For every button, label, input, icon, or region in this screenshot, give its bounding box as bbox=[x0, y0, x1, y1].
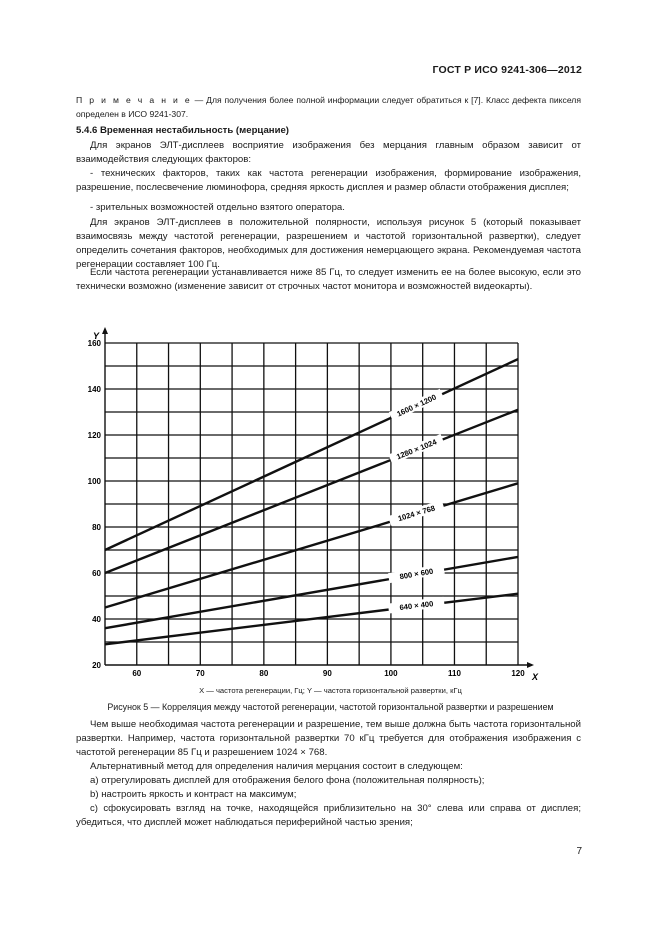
x-tick-label: 70 bbox=[195, 669, 205, 678]
note-block bbox=[76, 94, 581, 121]
y-tick-label: 40 bbox=[92, 615, 101, 624]
series-line bbox=[105, 359, 518, 550]
y-tick-label: 20 bbox=[92, 661, 101, 670]
y-tick-label: 80 bbox=[92, 523, 101, 532]
note-label: П р и м е ч а н и е bbox=[76, 95, 192, 105]
bullet-operator-abilities: - зрительных возможностей отдельно взятого оператора. bbox=[90, 202, 345, 213]
document-header: ГОСТ Р ИСО 9241-306—2012 bbox=[432, 64, 582, 76]
section-heading: 5.4.6 Временная нестабильность (мерцание) bbox=[76, 125, 289, 136]
after-paragraph-2: Альтернативный метод для определения наличия мерцания состоит в следующем: bbox=[90, 761, 463, 772]
series-line bbox=[105, 410, 518, 573]
y-tick-label: 160 bbox=[87, 339, 101, 348]
section-paragraph-2: Для экранов ЭЛТ-дисплеев в положительной полярности, используя рисунок 5 (который показывает взаимосвязь между частотой регенерации, разрешением и частотой горизонтальной развертки), следует определить сочетания факторов, необходимых для достижения немерцающего экрана. Рекомендуемая частота регенерации составляет 100 Гц. bbox=[76, 217, 581, 270]
section-paragraph-3: Если частота регенерации устанавливается ниже 85 Гц, то следует изменить ее на более высокую, если это технически возможно (изменение зависит от строчных частот монитора и возможностей видеокарты). bbox=[76, 267, 581, 292]
y-tick-label: 120 bbox=[87, 431, 101, 440]
y-tick-label: 100 bbox=[87, 477, 101, 486]
x-axis-label: X bbox=[532, 672, 539, 682]
x-tick-label: 110 bbox=[448, 669, 461, 678]
series-line bbox=[105, 483, 518, 607]
refresh-rate-chart bbox=[60, 318, 560, 684]
x-tick-label: 80 bbox=[259, 669, 269, 678]
section-paragraph-1: Для экранов ЭЛТ-дисплеев восприятие изображения без мерцания главным образом зависит от взаимодействия следующих факторов: bbox=[76, 140, 581, 165]
figure-caption: Рисунок 5 — Корреляция между частотой регенерации, частотой горизонтальной развертки и разрешением bbox=[107, 702, 554, 712]
x-tick-label: 120 bbox=[511, 669, 525, 678]
bullet-technical-factors: - технических факторов, таких как частота регенерации изображения, формирование изображения, разрешение, послесвечение люминофора, средняя яркость дисплея и размер области отображения дисплея; bbox=[76, 168, 581, 193]
series-label: 1024 × 768 bbox=[396, 503, 437, 524]
list-item-b: b) настроить яркость и контраст на максимум; bbox=[90, 789, 297, 800]
y-tick-label: 60 bbox=[92, 569, 101, 578]
x-axis-arrow bbox=[527, 662, 534, 668]
x-tick-label: 100 bbox=[384, 669, 398, 678]
x-tick-label: 90 bbox=[322, 669, 332, 678]
series-label: 800 × 600 bbox=[398, 566, 434, 582]
list-item-c: с) сфокусировать взгляд на точке, находящейся приблизительно на 30° слева или справа от дисплея; убедиться, что дисплей может наблюдаться периферийной частью зрения; bbox=[76, 803, 581, 828]
series-label: 640 × 400 bbox=[398, 599, 434, 613]
series-label: 1600 × 1200 bbox=[395, 392, 438, 419]
y-axis-arrow bbox=[102, 327, 108, 334]
page-number: 7 bbox=[576, 846, 582, 857]
x-tick-label: 60 bbox=[132, 669, 142, 678]
note-text: — Для получения более полной информации следует обратиться к [7]. Класс дефекта пикселя определен в ИСО 9241-307. bbox=[76, 95, 581, 119]
figure-axis-note: X — частота регенерации, Гц; Y — частота горизонтальной развертки, кГц bbox=[199, 686, 462, 695]
list-item-a: а) отрегулировать дисплей для отображения белого фона (положительная полярность); bbox=[90, 775, 485, 786]
y-axis-label: Y bbox=[93, 331, 100, 341]
series-line bbox=[105, 557, 518, 628]
after-paragraph-1: Чем выше необходимая частота регенерации и разрешение, тем выше должна быть частота горизонтальной развертки. Например, частота горизонтальной развертки 70 кГц требуется для отображения изображения с частотой регенерации 85 Гц и разрешением 1024 × 768. bbox=[76, 719, 581, 758]
y-tick-label: 140 bbox=[87, 385, 101, 394]
series-label: 1280 × 1024 bbox=[395, 437, 438, 462]
